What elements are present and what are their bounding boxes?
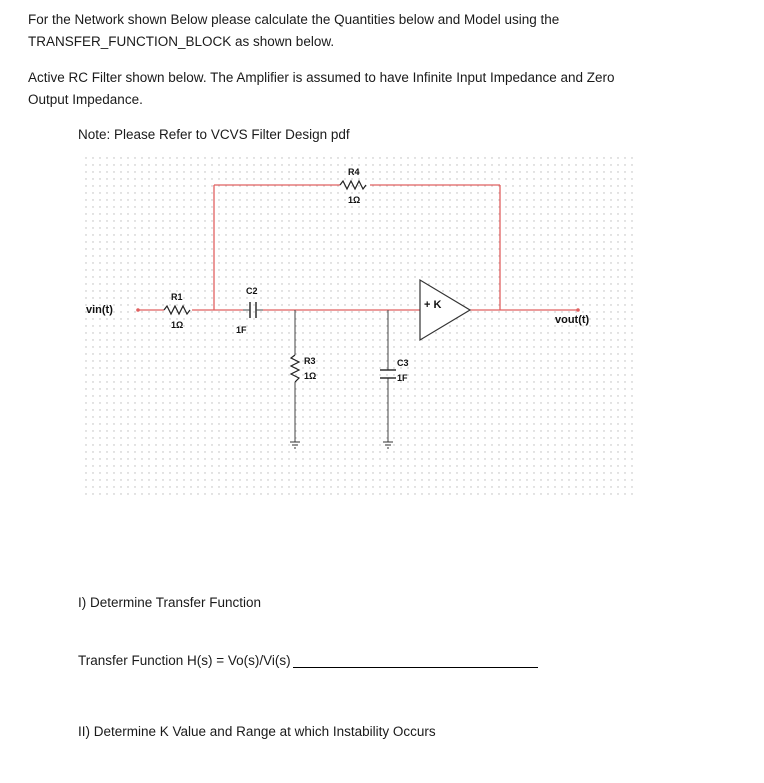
transfer-function-line <box>78 653 538 668</box>
intro-line-1: For the Network shown Below please calculate the Quantities below and Model using the <box>28 12 560 27</box>
transfer-function-prompt: Transfer Function H(s) = Vo(s)/Vi(s) <box>78 653 291 668</box>
r1-value: 1Ω <box>171 320 184 330</box>
r3-name: R3 <box>304 356 316 366</box>
c2-value: 1F <box>236 325 247 335</box>
note: Note: Please Refer to VCVS Filter Design pdf <box>78 127 350 142</box>
c2-name: C2 <box>246 286 258 296</box>
intro-line-3: Active RC Filter shown below. The Amplifier is assumed to have Infinite Input Impedance and Zero <box>28 70 615 85</box>
c3-value: 1F <box>397 373 408 383</box>
r1-name: R1 <box>171 292 183 302</box>
intro-line-2: TRANSFER_FUNCTION_BLOCK as shown below. <box>28 34 335 49</box>
r3-value: 1Ω <box>304 371 317 381</box>
intro-line-4: Output Impedance. <box>28 92 143 107</box>
r4-value: 1Ω <box>348 195 361 205</box>
amplifier-label: + K <box>424 299 442 311</box>
question-1: I) Determine Transfer Function <box>78 595 262 610</box>
output-label: vout(t) <box>555 314 590 326</box>
input-label: vin(t) <box>86 304 113 316</box>
r4-name: R4 <box>348 167 360 177</box>
transfer-function-blank[interactable] <box>293 653 538 668</box>
output-terminal <box>576 308 580 312</box>
input-terminal <box>136 308 140 312</box>
circuit-schematic <box>78 150 638 500</box>
c3-name: C3 <box>397 358 409 368</box>
question-2: II) Determine K Value and Range at which Instability Occurs <box>78 724 436 739</box>
